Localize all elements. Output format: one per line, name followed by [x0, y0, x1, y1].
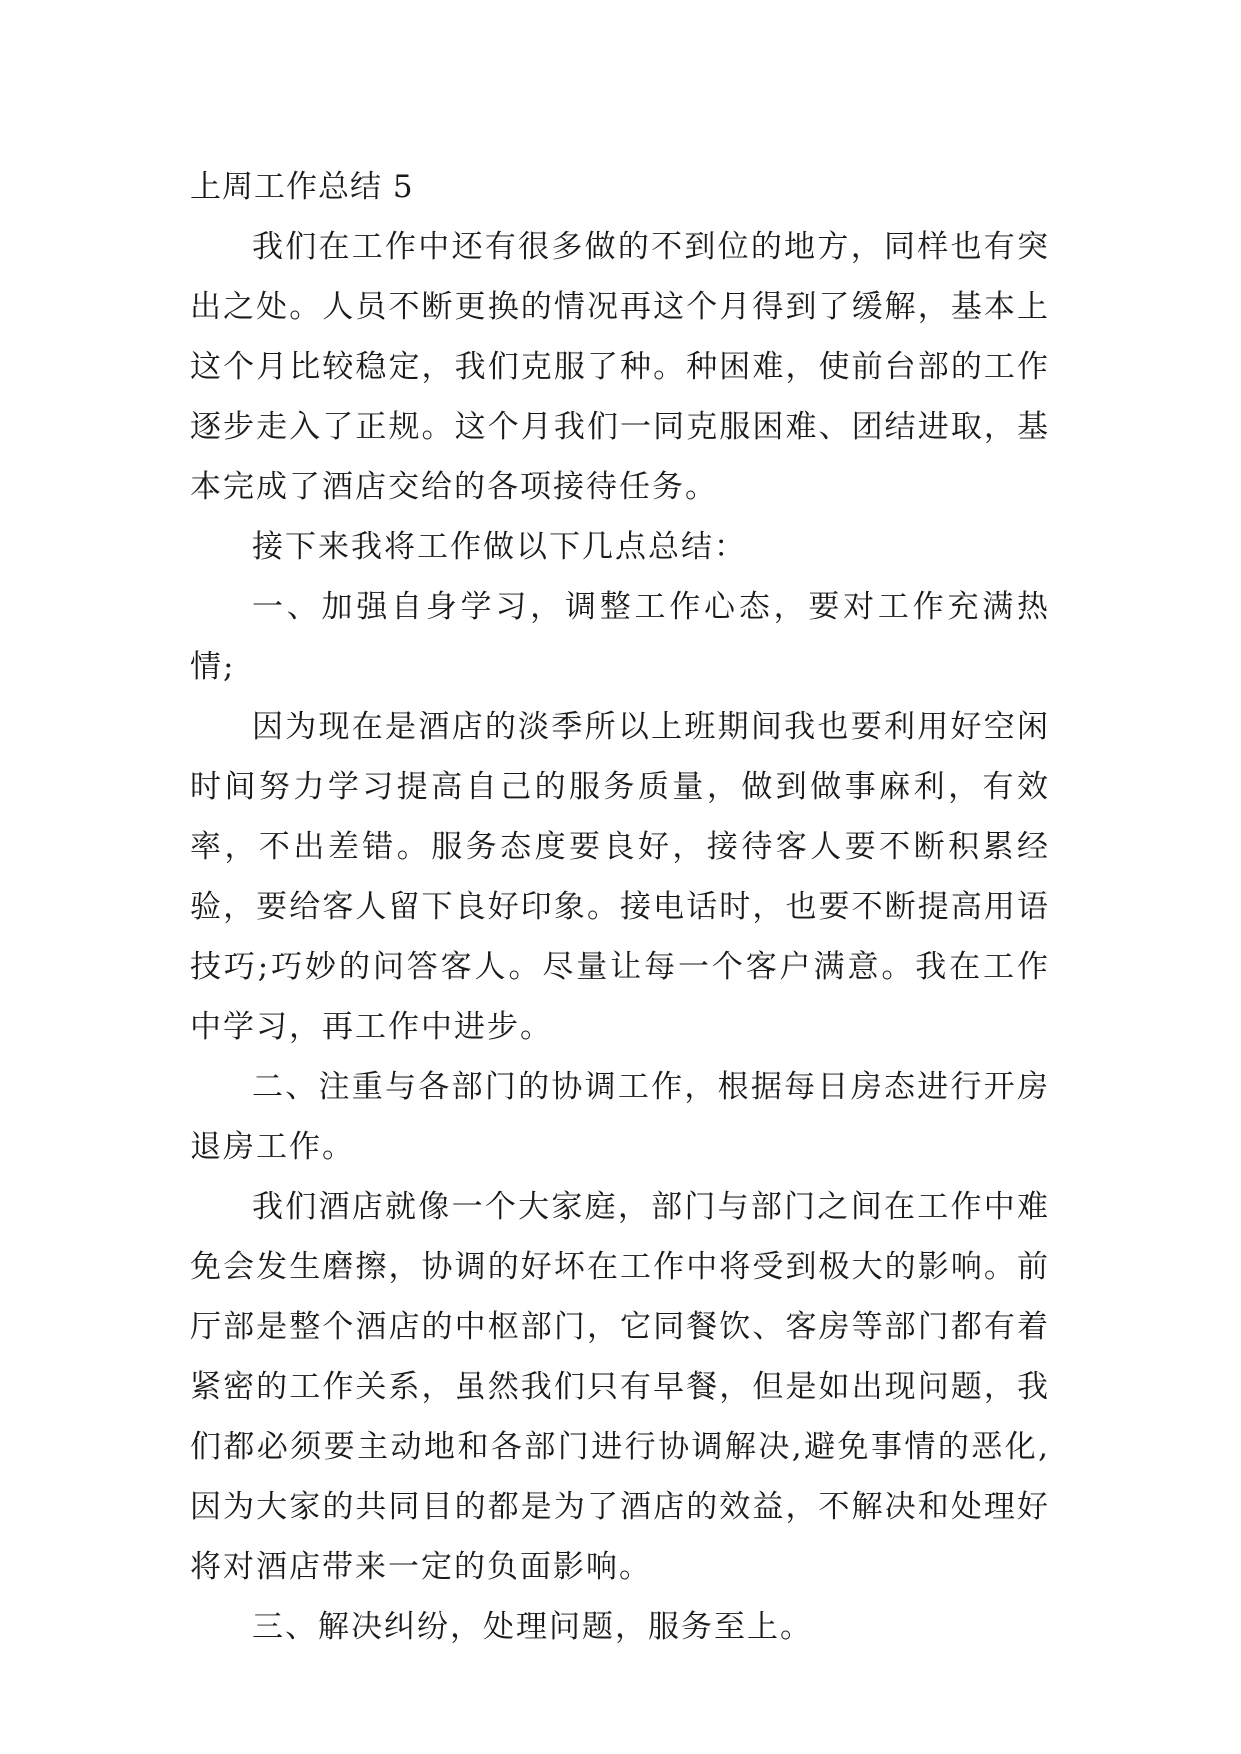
- paragraph-section-two: 我们酒店就像一个大家庭，部门与部门之间在工作中难免会发生磨擦，协调的好坏在工作中将受到极大的影响。前厅部是整个酒店的中枢部门，它同餐饮、客房等部门都有着紧密的工作关系，虽然我们只有早餐，但是如出现问题，我们都必须要主动地和各部门进行协调解决,避免事情的恶化,因为大家的共同目的都是为了酒店的效益，不解决和处理好将对酒店带来一定的负面影响。: [190, 1189, 1050, 1585]
- document-title: 上周工作总结 5: [190, 169, 414, 205]
- section-heading-three: 三、解决纠纷，处理问题，服务至上。: [252, 1609, 813, 1645]
- paragraph-summary-lead: 接下来我将工作做以下几点总结：: [252, 529, 747, 565]
- paragraph-section-one: 因为现在是酒店的淡季所以上班期间我也要利用好空闲时间努力学习提高自己的服务质量，做到做事麻利，有效率，不出差错。服务态度要良好，接待客人要不断积累经验，要给客人留下良好印象。接电话时，也要不断提高用语技巧;巧妙的问答客人。尽量让每一个客户满意。我在工作中学习，再工作中进步。: [190, 709, 1050, 1045]
- document-body: [190, 157, 1050, 1657]
- section-heading-two: 二、注重与各部门的协调工作，根据每日房态进行开房退房工作。: [190, 1069, 1050, 1165]
- paragraph-intro: 我们在工作中还有很多做的不到位的地方，同样也有突出之处。人员不断更换的情况再这个月得到了缓解，基本上这个月比较稳定，我们克服了种。种困难，使前台部的工作逐步走入了正规。这个月我们一同克服困难、团结进取，基本完成了酒店交给的各项接待任务。: [190, 229, 1050, 505]
- section-heading-one: 一、加强自身学习，调整工作心态，要对工作充满热情;: [190, 589, 1050, 685]
